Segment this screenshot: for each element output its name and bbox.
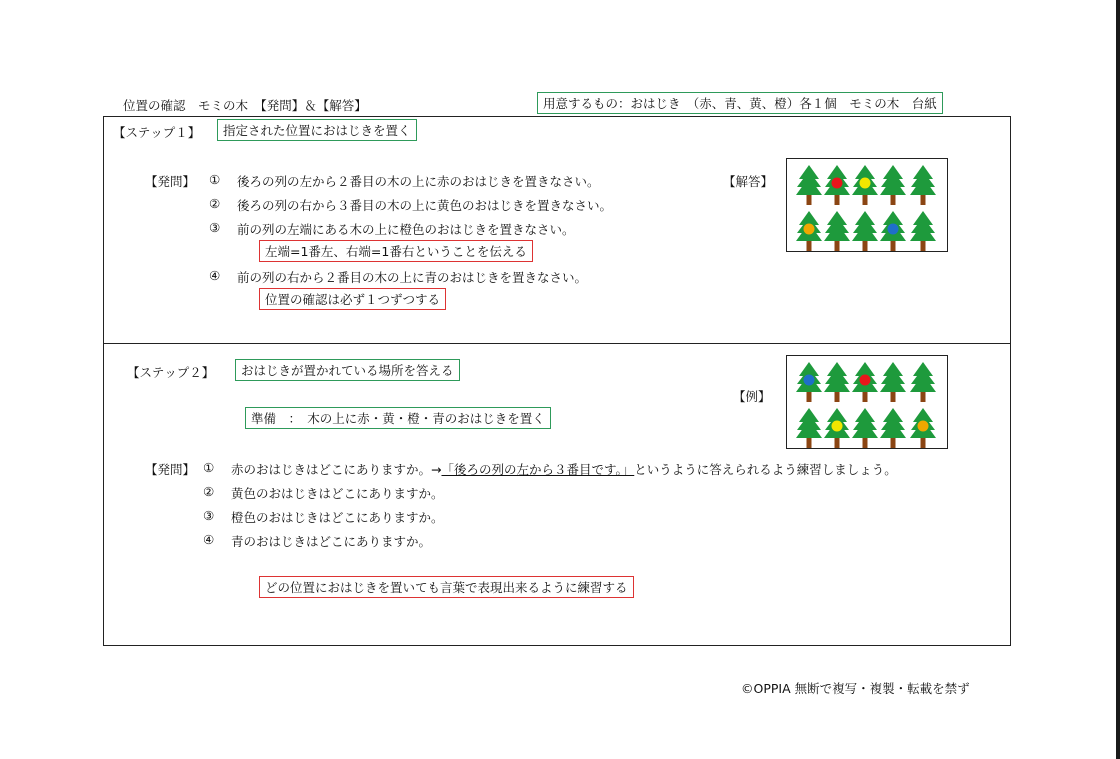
step2-q1-suffix: というように答えられるよう練習しましょう。 xyxy=(634,462,897,477)
yellow-marble xyxy=(832,421,843,432)
step2-q2-number: ② xyxy=(203,484,215,499)
example-back-tree-2 xyxy=(824,362,850,402)
answer-tree-diagram xyxy=(786,158,948,252)
step1-question-label: 【発問】 xyxy=(145,174,196,189)
step-divider xyxy=(103,343,1011,344)
step1-note-check: 位置の確認は必ず１つずつする xyxy=(259,288,446,310)
example-back-tree-5 xyxy=(910,362,936,402)
example-back-tree-4 xyxy=(880,362,906,402)
red-marble xyxy=(860,375,871,386)
step2-q1-answer: 「後ろの列の左から３番目です。」 xyxy=(441,462,635,477)
step2-q2: 黄色のおはじきはどこにありますか。 xyxy=(231,486,444,501)
step1-q1-number: ① xyxy=(209,172,221,187)
step2-label: 【ステップ２】 xyxy=(127,365,215,380)
step1-q4-number: ④ xyxy=(209,268,221,283)
step1-q2-number: ② xyxy=(209,196,221,211)
step2-q1-text: 赤のおはじきはどこにありますか。→ xyxy=(231,462,442,477)
answer-back-tree-4 xyxy=(880,165,906,205)
yellow-marble xyxy=(860,178,871,189)
step1-q4: 前の列の右から２番目の木の上に青のおはじきを置きなさい。 xyxy=(237,270,588,285)
step1-q1: 後ろの列の左から２番目の木の上に赤のおはじきを置きなさい。 xyxy=(237,174,600,189)
step2-q4-number: ④ xyxy=(203,532,215,547)
step1-q2: 後ろの列の右から３番目の木の上に黄色のおはじきを置きなさい。 xyxy=(237,198,613,213)
example-front-tree-1 xyxy=(796,408,822,448)
step2-task: おはじきが置かれている場所を答える xyxy=(235,359,460,381)
step1-label: 【ステップ１】 xyxy=(113,125,201,140)
step2-q3: 橙色のおはじきはどこにありますか。 xyxy=(231,510,444,525)
answer-label: 【解答】 xyxy=(723,174,774,189)
page-title: 位置の確認 モミの木 【発問】＆【解答】 xyxy=(123,98,367,113)
example-front-tree-4 xyxy=(880,408,906,448)
answer-back-tree-5 xyxy=(910,165,936,205)
step2-q4: 青のおはじきはどこにありますか。 xyxy=(231,534,432,549)
blue-marble xyxy=(888,224,899,235)
example-label: 【例】 xyxy=(733,389,771,404)
window-edge xyxy=(1116,0,1120,759)
step2-question-label: 【発問】 xyxy=(145,462,196,477)
step1-note-ends: 左端=1番左、右端=1番右ということを伝える xyxy=(259,240,533,262)
orange-marble xyxy=(804,224,815,235)
step2-q1 xyxy=(231,460,897,478)
answer-back-tree-1 xyxy=(796,165,822,205)
step2-prep: 準備 ： 木の上に赤・黄・橙・青のおはじきを置く xyxy=(245,407,551,429)
step2-q1-number: ① xyxy=(203,460,215,475)
answer-front-tree-5 xyxy=(910,211,936,251)
example-tree-diagram xyxy=(786,355,948,449)
step1-q3: 前の列の左端にある木の上に橙色のおはじきを置きなさい。 xyxy=(237,222,575,237)
example-front-tree-3 xyxy=(852,408,878,448)
answer-front-tree-3 xyxy=(852,211,878,251)
step1-q3-number: ③ xyxy=(209,220,221,235)
answer-front-tree-2 xyxy=(824,211,850,251)
materials-box: 用意するもの：おはじき （赤、青、黄、橙）各１個 モミの木 台紙 xyxy=(537,92,943,114)
step2-q3-number: ③ xyxy=(203,508,215,523)
copyright: ©OPPIA 無断で複写・複製・転載を禁ず xyxy=(741,681,970,696)
step2-note: どの位置におはじきを置いても言葉で表現出来るように練習する xyxy=(259,576,634,598)
step1-task: 指定された位置におはじきを置く xyxy=(217,119,417,141)
red-marble xyxy=(832,178,843,189)
orange-marble xyxy=(918,421,929,432)
blue-marble xyxy=(804,375,815,386)
